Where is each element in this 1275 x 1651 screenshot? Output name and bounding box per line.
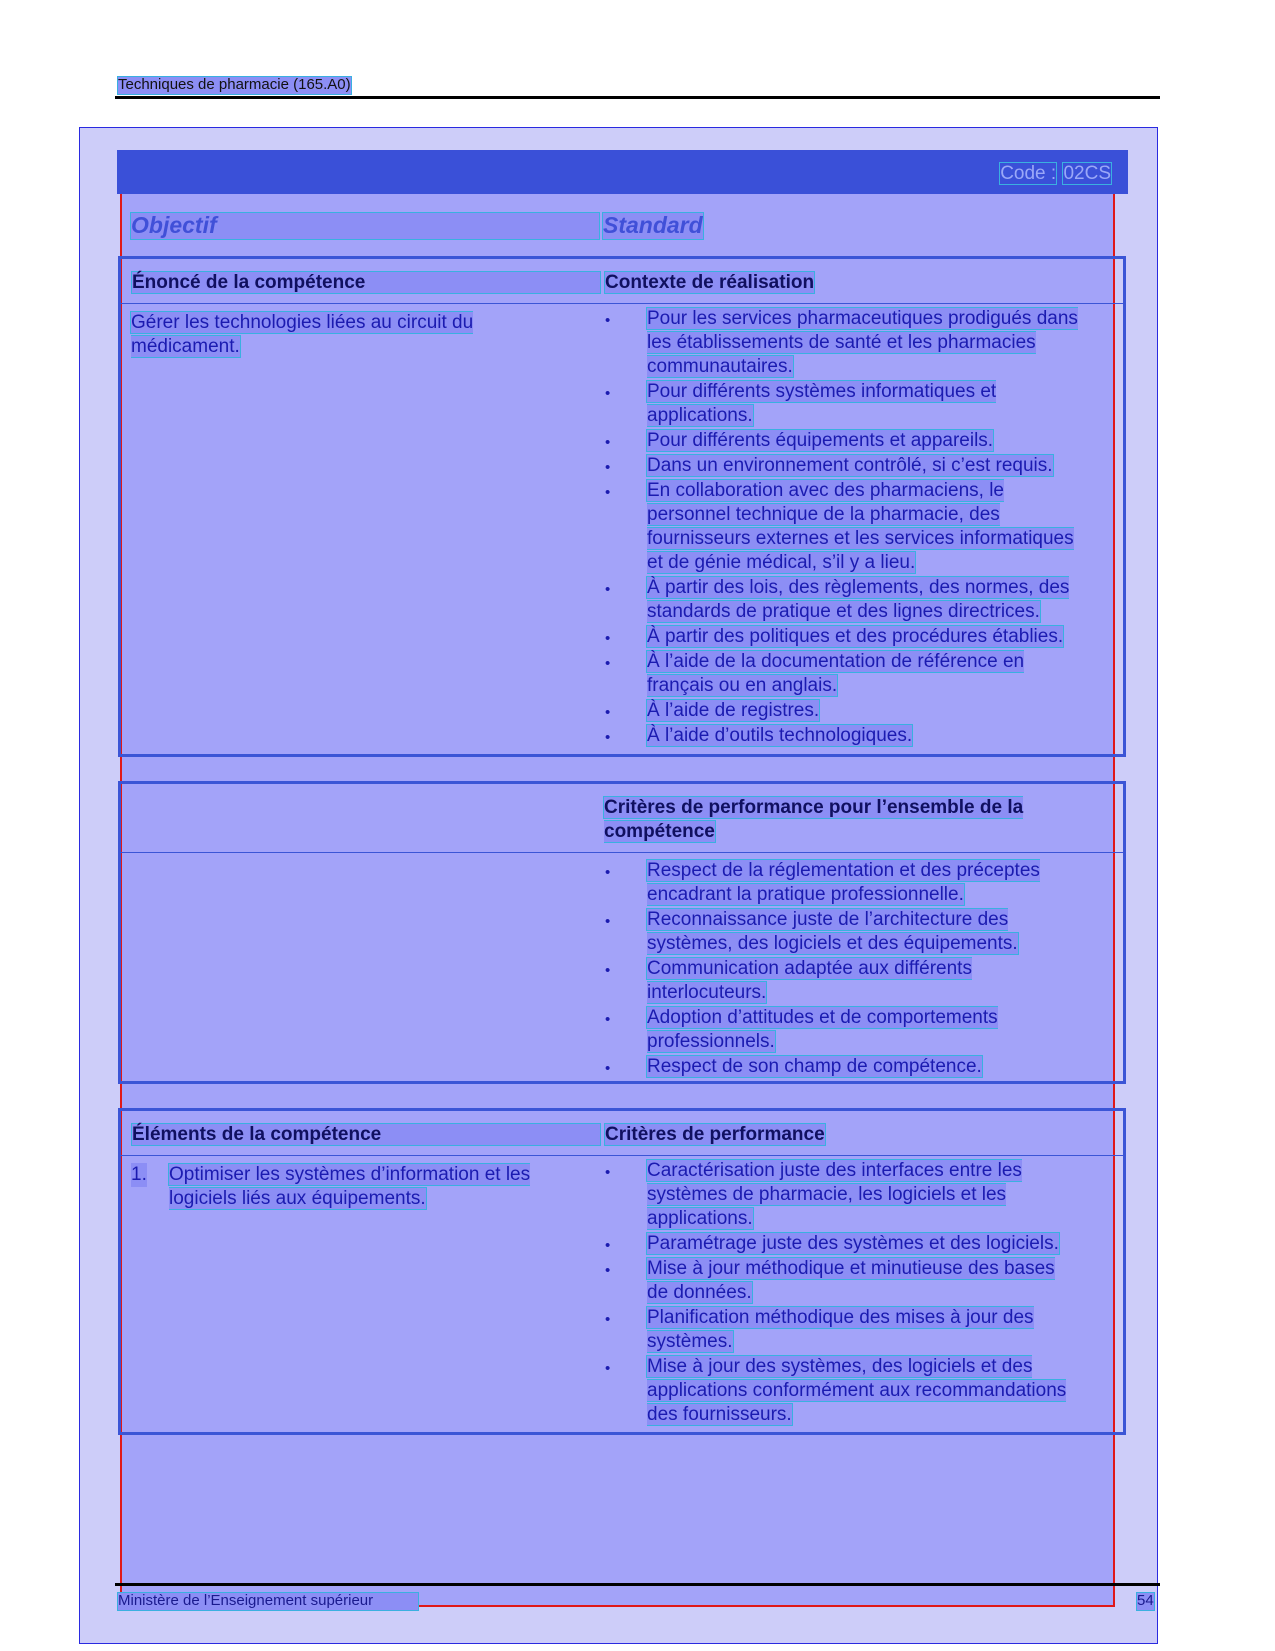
bullet-text: Pour différents systèmes informatiques et applications. bbox=[647, 381, 997, 426]
competence-statement: Gérer les technologies liées au circuit du médicament. bbox=[131, 312, 474, 357]
bullet-icon: • bbox=[605, 630, 611, 647]
section-divider bbox=[121, 303, 1123, 304]
bullet-icon: • bbox=[605, 1060, 611, 1077]
bullet-item bbox=[603, 576, 1081, 624]
bullet-icon: • bbox=[605, 913, 611, 930]
bullet-text: Communication adaptée aux différents interlocuteurs. bbox=[647, 958, 972, 1003]
bullet-icon: • bbox=[605, 1360, 611, 1377]
bullet-item bbox=[603, 859, 1081, 907]
bullet-item bbox=[603, 1159, 1081, 1231]
bullet-icon: • bbox=[605, 484, 611, 501]
bullet-item bbox=[603, 1257, 1081, 1305]
code-bar bbox=[117, 150, 1128, 194]
bullet-icon: • bbox=[605, 1311, 611, 1328]
enonce-header: Énoncé de la compétence bbox=[131, 271, 601, 294]
bullet-item bbox=[603, 1232, 1081, 1256]
criteres-list bbox=[603, 1159, 1081, 1428]
bullet-text: À l’aide de registres. bbox=[647, 700, 820, 721]
bullet-text: Caractérisation juste des interfaces entre les systèmes de pharmacie, les logiciels et les applications. bbox=[647, 1160, 1022, 1229]
bullet-icon: • bbox=[605, 434, 611, 451]
bullet-text: Paramétrage juste des systèmes et des logiciels. bbox=[647, 1233, 1059, 1254]
bullet-icon: • bbox=[605, 1011, 611, 1028]
bullet-item bbox=[603, 307, 1081, 379]
bullet-item bbox=[603, 1355, 1081, 1427]
elements-header: Éléments de la compétence bbox=[131, 1123, 601, 1146]
bullet-text: À l’aide de la documentation de référence en français ou en anglais. bbox=[647, 651, 1025, 696]
bullet-icon: • bbox=[605, 385, 611, 402]
bullet-icon: • bbox=[605, 1262, 611, 1279]
code-label bbox=[999, 162, 1112, 185]
bullet-text: En collaboration avec des pharmaciens, le personnel technique de la pharmacie, des fournisseurs externes et les services informatiques et de génie médical, s’il y a lieu. bbox=[647, 480, 1074, 573]
element-number: 1. bbox=[131, 1164, 147, 1185]
bullet-icon: • bbox=[605, 581, 611, 598]
code-value: 02CS bbox=[1063, 163, 1111, 184]
criteres-header: Critères de performance bbox=[605, 1124, 825, 1145]
standard-heading: Standard bbox=[603, 212, 703, 238]
bullet-icon: • bbox=[605, 655, 611, 672]
element-item bbox=[131, 1163, 571, 1211]
contexte-list bbox=[603, 307, 1081, 749]
criteres-ensemble-list bbox=[603, 859, 1081, 1080]
bullet-item bbox=[603, 724, 1081, 748]
bullet-item bbox=[603, 625, 1081, 649]
bullet-item bbox=[603, 699, 1081, 723]
bullet-text: Reconnaissance juste de l’architecture des systèmes, des logiciels et des équipements. bbox=[647, 909, 1018, 954]
footer-ministry: Ministère de l’Enseignement supérieur bbox=[117, 1592, 419, 1611]
bullet-item bbox=[603, 429, 1081, 453]
section-criteres-ensemble bbox=[118, 781, 1126, 1084]
section-divider bbox=[121, 852, 1123, 853]
bullet-item bbox=[603, 380, 1081, 428]
contexte-header: Contexte de réalisation bbox=[605, 272, 815, 293]
element-text: Optimiser les systèmes d’information et les logiciels liés aux équipements. bbox=[169, 1164, 531, 1209]
bullet-text: Pour les services pharmaceutiques prodigués dans les établissements de santé et les pharmacies communautaires. bbox=[647, 308, 1078, 377]
bullet-text: Planification méthodique des mises à jour des systèmes. bbox=[647, 1307, 1034, 1352]
bullet-icon: • bbox=[605, 864, 611, 881]
objectif-heading: Objectif bbox=[130, 212, 598, 240]
bullet-item bbox=[603, 650, 1081, 698]
document-header bbox=[117, 76, 352, 95]
criteres-ensemble-header: Critères de performance pour l’ensemble de la compétence bbox=[604, 797, 1024, 842]
bullet-item bbox=[603, 1055, 1081, 1079]
bullet-item bbox=[603, 1006, 1081, 1054]
bullet-item bbox=[603, 454, 1081, 478]
bullet-text: Pour différents équipements et appareils. bbox=[647, 430, 994, 451]
footer-rule bbox=[115, 1583, 1160, 1586]
bullet-text: Dans un environnement contrôlé, si c’est requis. bbox=[647, 455, 1053, 476]
bullet-icon: • bbox=[605, 459, 611, 476]
bullet-item bbox=[603, 479, 1081, 575]
bullet-item bbox=[603, 1306, 1081, 1354]
bullet-icon: • bbox=[605, 962, 611, 979]
header-rule bbox=[115, 96, 1160, 99]
bullet-text: Respect de son champ de compétence. bbox=[647, 1056, 982, 1077]
bullet-icon: • bbox=[605, 704, 611, 721]
section-enonce bbox=[118, 256, 1126, 757]
page-number: 54 bbox=[1137, 1592, 1154, 1609]
section-elements bbox=[118, 1108, 1126, 1435]
code-prefix: Code : bbox=[1000, 163, 1057, 184]
bullet-text: Mise à jour méthodique et minutieuse des bases de données. bbox=[647, 1258, 1055, 1303]
program-title: Techniques de pharmacie (165.A0) bbox=[118, 76, 351, 93]
bullet-text: Adoption d’attitudes et de comportements professionnels. bbox=[647, 1007, 998, 1052]
bullet-text: À partir des lois, des règlements, des normes, des standards de pratique et des lignes directrices. bbox=[647, 577, 1070, 622]
bullet-text: À partir des politiques et des procédures établies. bbox=[647, 626, 1064, 647]
bullet-item bbox=[603, 908, 1081, 956]
section-divider bbox=[121, 1155, 1123, 1156]
bullet-text: À l’aide d’outils technologiques. bbox=[647, 725, 913, 746]
bullet-icon: • bbox=[605, 729, 611, 746]
bullet-text: Mise à jour des systèmes, des logiciels et des applications conformément aux recommandations des fournisseurs. bbox=[647, 1356, 1067, 1425]
bullet-icon: • bbox=[605, 1164, 611, 1181]
bullet-item bbox=[603, 957, 1081, 1005]
bullet-icon: • bbox=[605, 1237, 611, 1254]
bullet-text: Respect de la réglementation et des préceptes encadrant la pratique professionnelle. bbox=[647, 860, 1040, 905]
bullet-icon: • bbox=[605, 312, 611, 329]
